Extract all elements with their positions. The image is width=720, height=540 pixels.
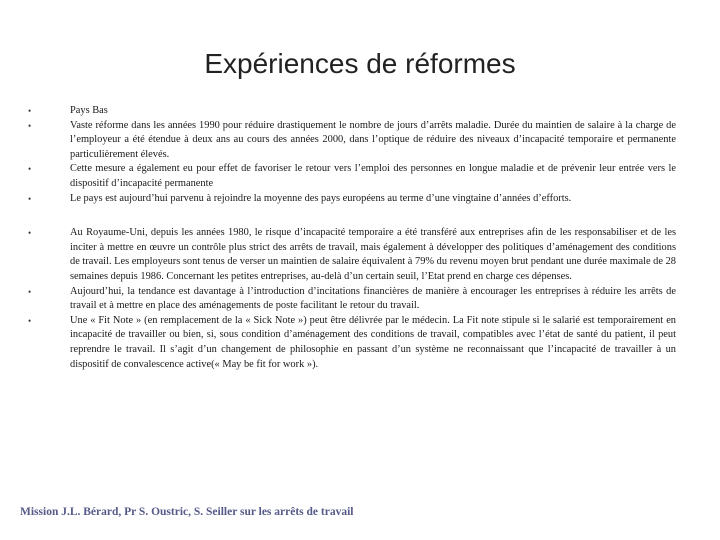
list-item [28, 285, 676, 314]
bullet-icon: • [28, 286, 32, 297]
list-item [28, 226, 676, 284]
list-item-text: Au Royaume-Uni, depuis les années 1980, le risque d’incapacité temporaire a été transféré aux entreprises afin de les responsabiliser et de les inciter à mettre en œuvre un contrôle plus strict des arrêts de travail, mais également à développer des politiques d’aménagement des conditions de travail. Les employeurs sont tenus de verser un maintien de salaire équivalent à 79% du revenu moyen brut pendant une durée maximale de 28 semaines depuis 1986. Concernant les petites entreprises, au-delà d’un certain seuil, l’Etat prend en charge ces dépenses. [70, 227, 676, 282]
list-item [28, 119, 676, 163]
bullet-icon: • [28, 193, 32, 204]
list-item-text: Aujourd’hui, la tendance est davantage à l’introduction d’incitations financières de manière à encourager les entreprises à réduire les arrêts de travail et à mettre en place des aménagements de poste facilitant le retour du travail. [70, 285, 676, 312]
list-item [28, 314, 676, 372]
section-spacer [28, 206, 676, 226]
footer-source: Mission J.L. Bérard, Pr S. Oustric, S. Seiller sur les arrêts de travail [20, 506, 354, 518]
list-item [28, 104, 676, 119]
list-item-text: Une « Fit Note » (en remplacement de la « Sick Note ») peut être délivrée par le médecin. La Fit note stipule si le salarié est temporairement en incapacité de travailler ou bien, si, sous condition d’aménagement des conditions de travail, compatibles avec l’état de santé du patient, il peut reprendre le travail. Il s’agit d’un changement de philosophie en passant d’un système ne reconnaissant que l’incapacité de travailler à un dispositif de convalescence active(« May be fit for work »). [70, 314, 676, 370]
list-item-text: Vaste réforme dans les années 1990 pour réduire drastiquement le nombre de jours d’arrêts maladie. Durée du maintien de salaire à la charge de l’employeur a été étendue à deux ans au cours des années 2000, dans l’optique de réduire des niveaux d’incapacité temporaire et permanente particulièrement élevés. [70, 119, 676, 160]
bullet-icon: • [28, 106, 32, 116]
list-item-text: Cette mesure a également eu pour effet de favoriser le retour vers l’emploi des personnes en longue maladie et de prévenir leur entrée vers le dispositif d’incapacité permanente [70, 163, 676, 189]
bullet-icon: • [28, 228, 32, 239]
list-item-text: Le pays est aujourd’hui parvenu à rejoindre la moyenne des pays européens au terme d’une vingtaine d’années d’efforts. [70, 192, 572, 204]
slide-title: Expériences de réformes [204, 48, 516, 79]
list-item [28, 162, 676, 191]
bullet-icon: • [28, 315, 32, 326]
bullet-icon: • [28, 120, 32, 131]
list-item-text: Pays Bas [70, 105, 108, 116]
bullet-icon: • [28, 164, 32, 175]
content-body [28, 104, 676, 372]
list-item [28, 192, 676, 207]
